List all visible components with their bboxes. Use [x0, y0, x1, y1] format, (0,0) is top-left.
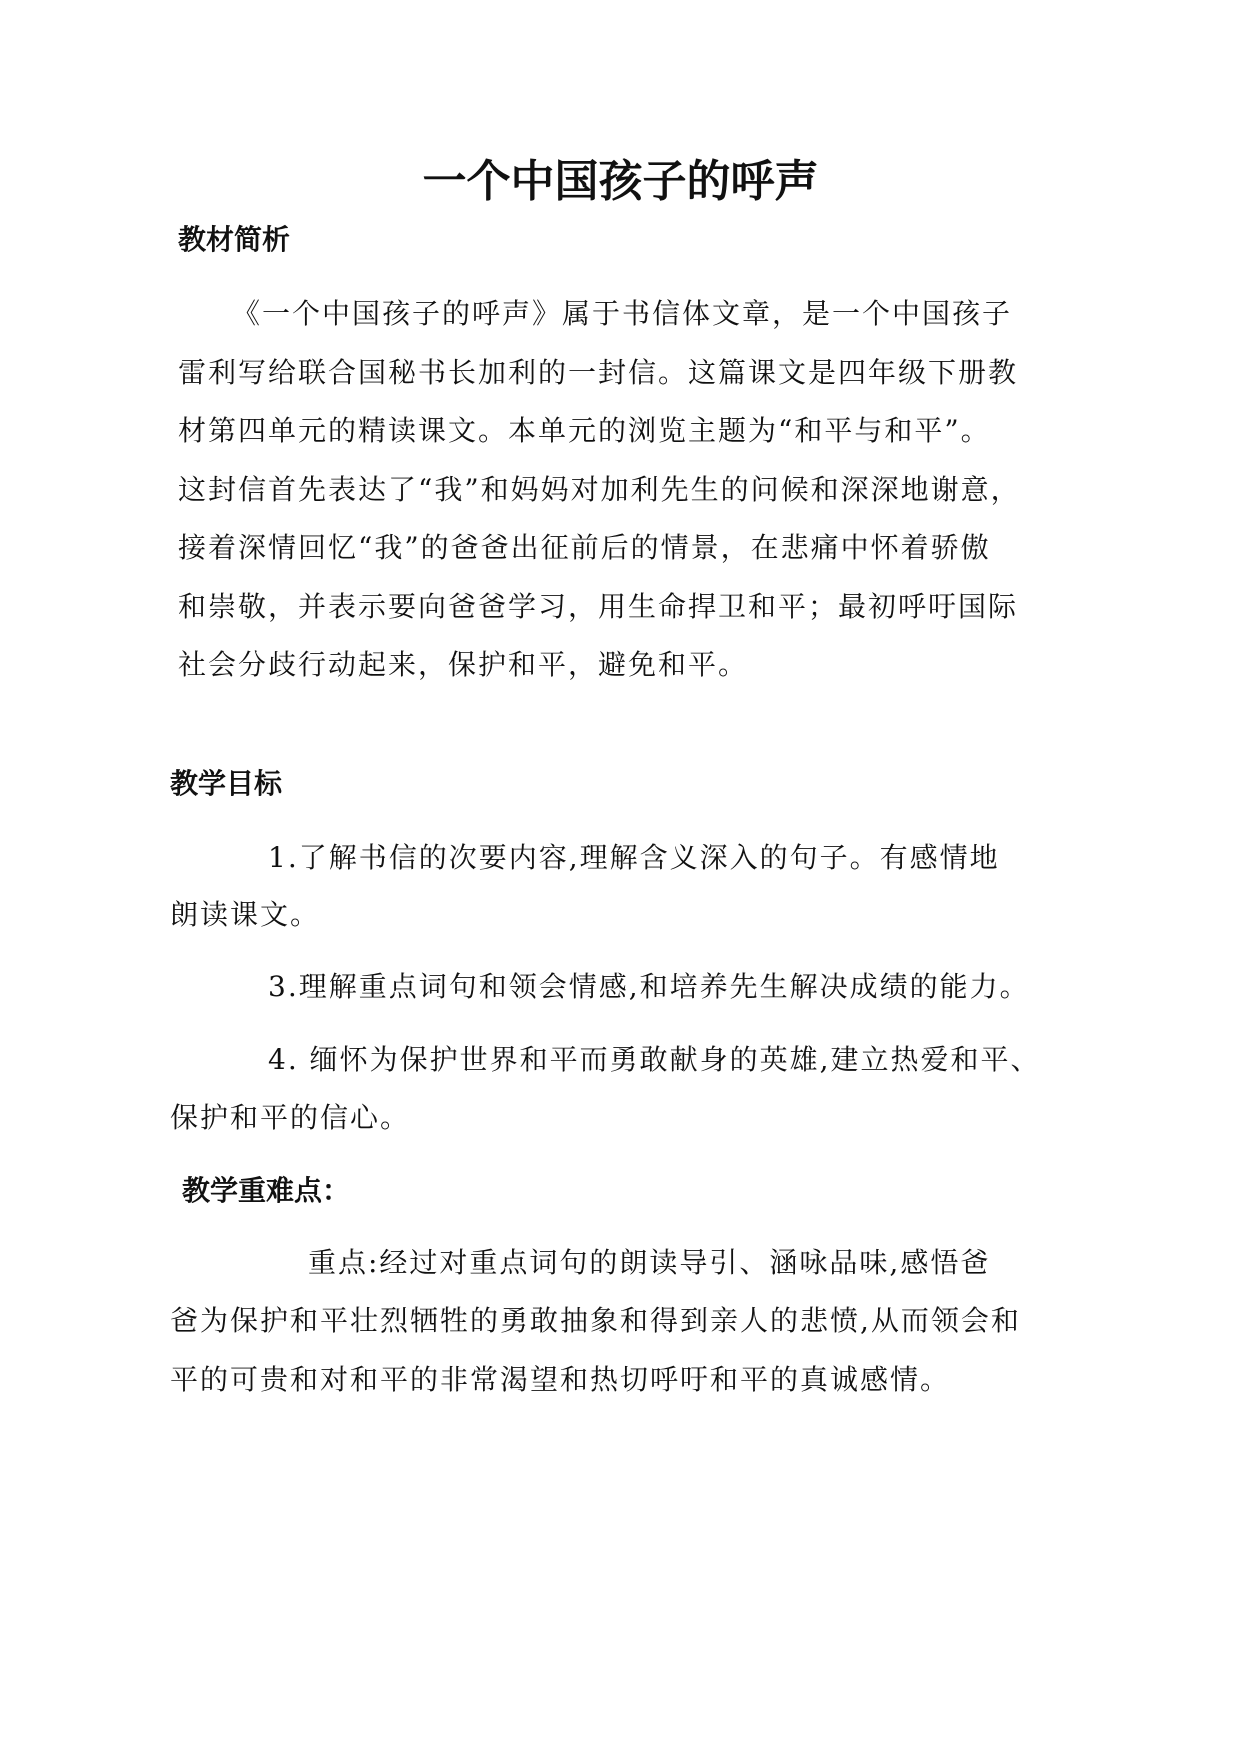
document-title: 一个中国孩子的呼声 [422, 156, 819, 207]
list-item-continuation: 保护和平的信心。 [170, 1101, 411, 1134]
paragraph-line: 重点:经过对重点词句的朗读导引、涵咏品味,感悟爸 [308, 1246, 991, 1279]
paragraph-line: 平的可贵和对和平的非常渴望和热切呼吁和平的真诚感情。 [170, 1363, 951, 1396]
paragraph-line: 社会分歧行动起来，保护和平，避免和平。 [178, 648, 749, 681]
paragraph-line: 这封信首先表达了“我”和妈妈对加利先生的问候和深深地谢意， [178, 473, 1021, 506]
list-item: 4. 缅怀为保护世界和平而勇敢献身的英雄,建立热爱和平、 [268, 1043, 1041, 1076]
section-heading-key-difficulties: 教学重难点： [182, 1174, 351, 1207]
paragraph-line: 材第四单元的精读课文。本单元的浏览主题为“和平与和平”。 [178, 414, 991, 447]
paragraph-line: 接着深情回忆“我”的爸爸出征前后的情景，在悲痛中怀着骄傲 [178, 531, 991, 564]
paragraph-line: 爸为保护和平壮烈牺牲的勇敢抽象和得到亲人的悲愤,从而领会和 [170, 1304, 1021, 1337]
paragraph-line: 雷利写给联合国秘书长加利的一封信。这篇课文是四年级下册教 [178, 356, 1019, 389]
list-item: 1.了解书信的次要内容,理解含义深入的句子。有感情地 [268, 841, 1000, 874]
section-heading-teaching-goals: 教学目标 [170, 767, 283, 800]
paragraph-line: 《一个中国孩子的呼声》属于书信体文章，是一个中国孩子 [232, 297, 1013, 330]
list-item-continuation: 朗读课文。 [170, 898, 321, 931]
list-item: 3.理解重点词句和领会情感,和培养先生解决成绩的能力。 [268, 970, 1030, 1003]
paragraph-line: 和崇敬，并表示要向爸爸学习，用生命捍卫和平；最初呼吁国际 [178, 590, 1019, 623]
section-heading-textbook-analysis: 教材简析 [178, 223, 291, 256]
